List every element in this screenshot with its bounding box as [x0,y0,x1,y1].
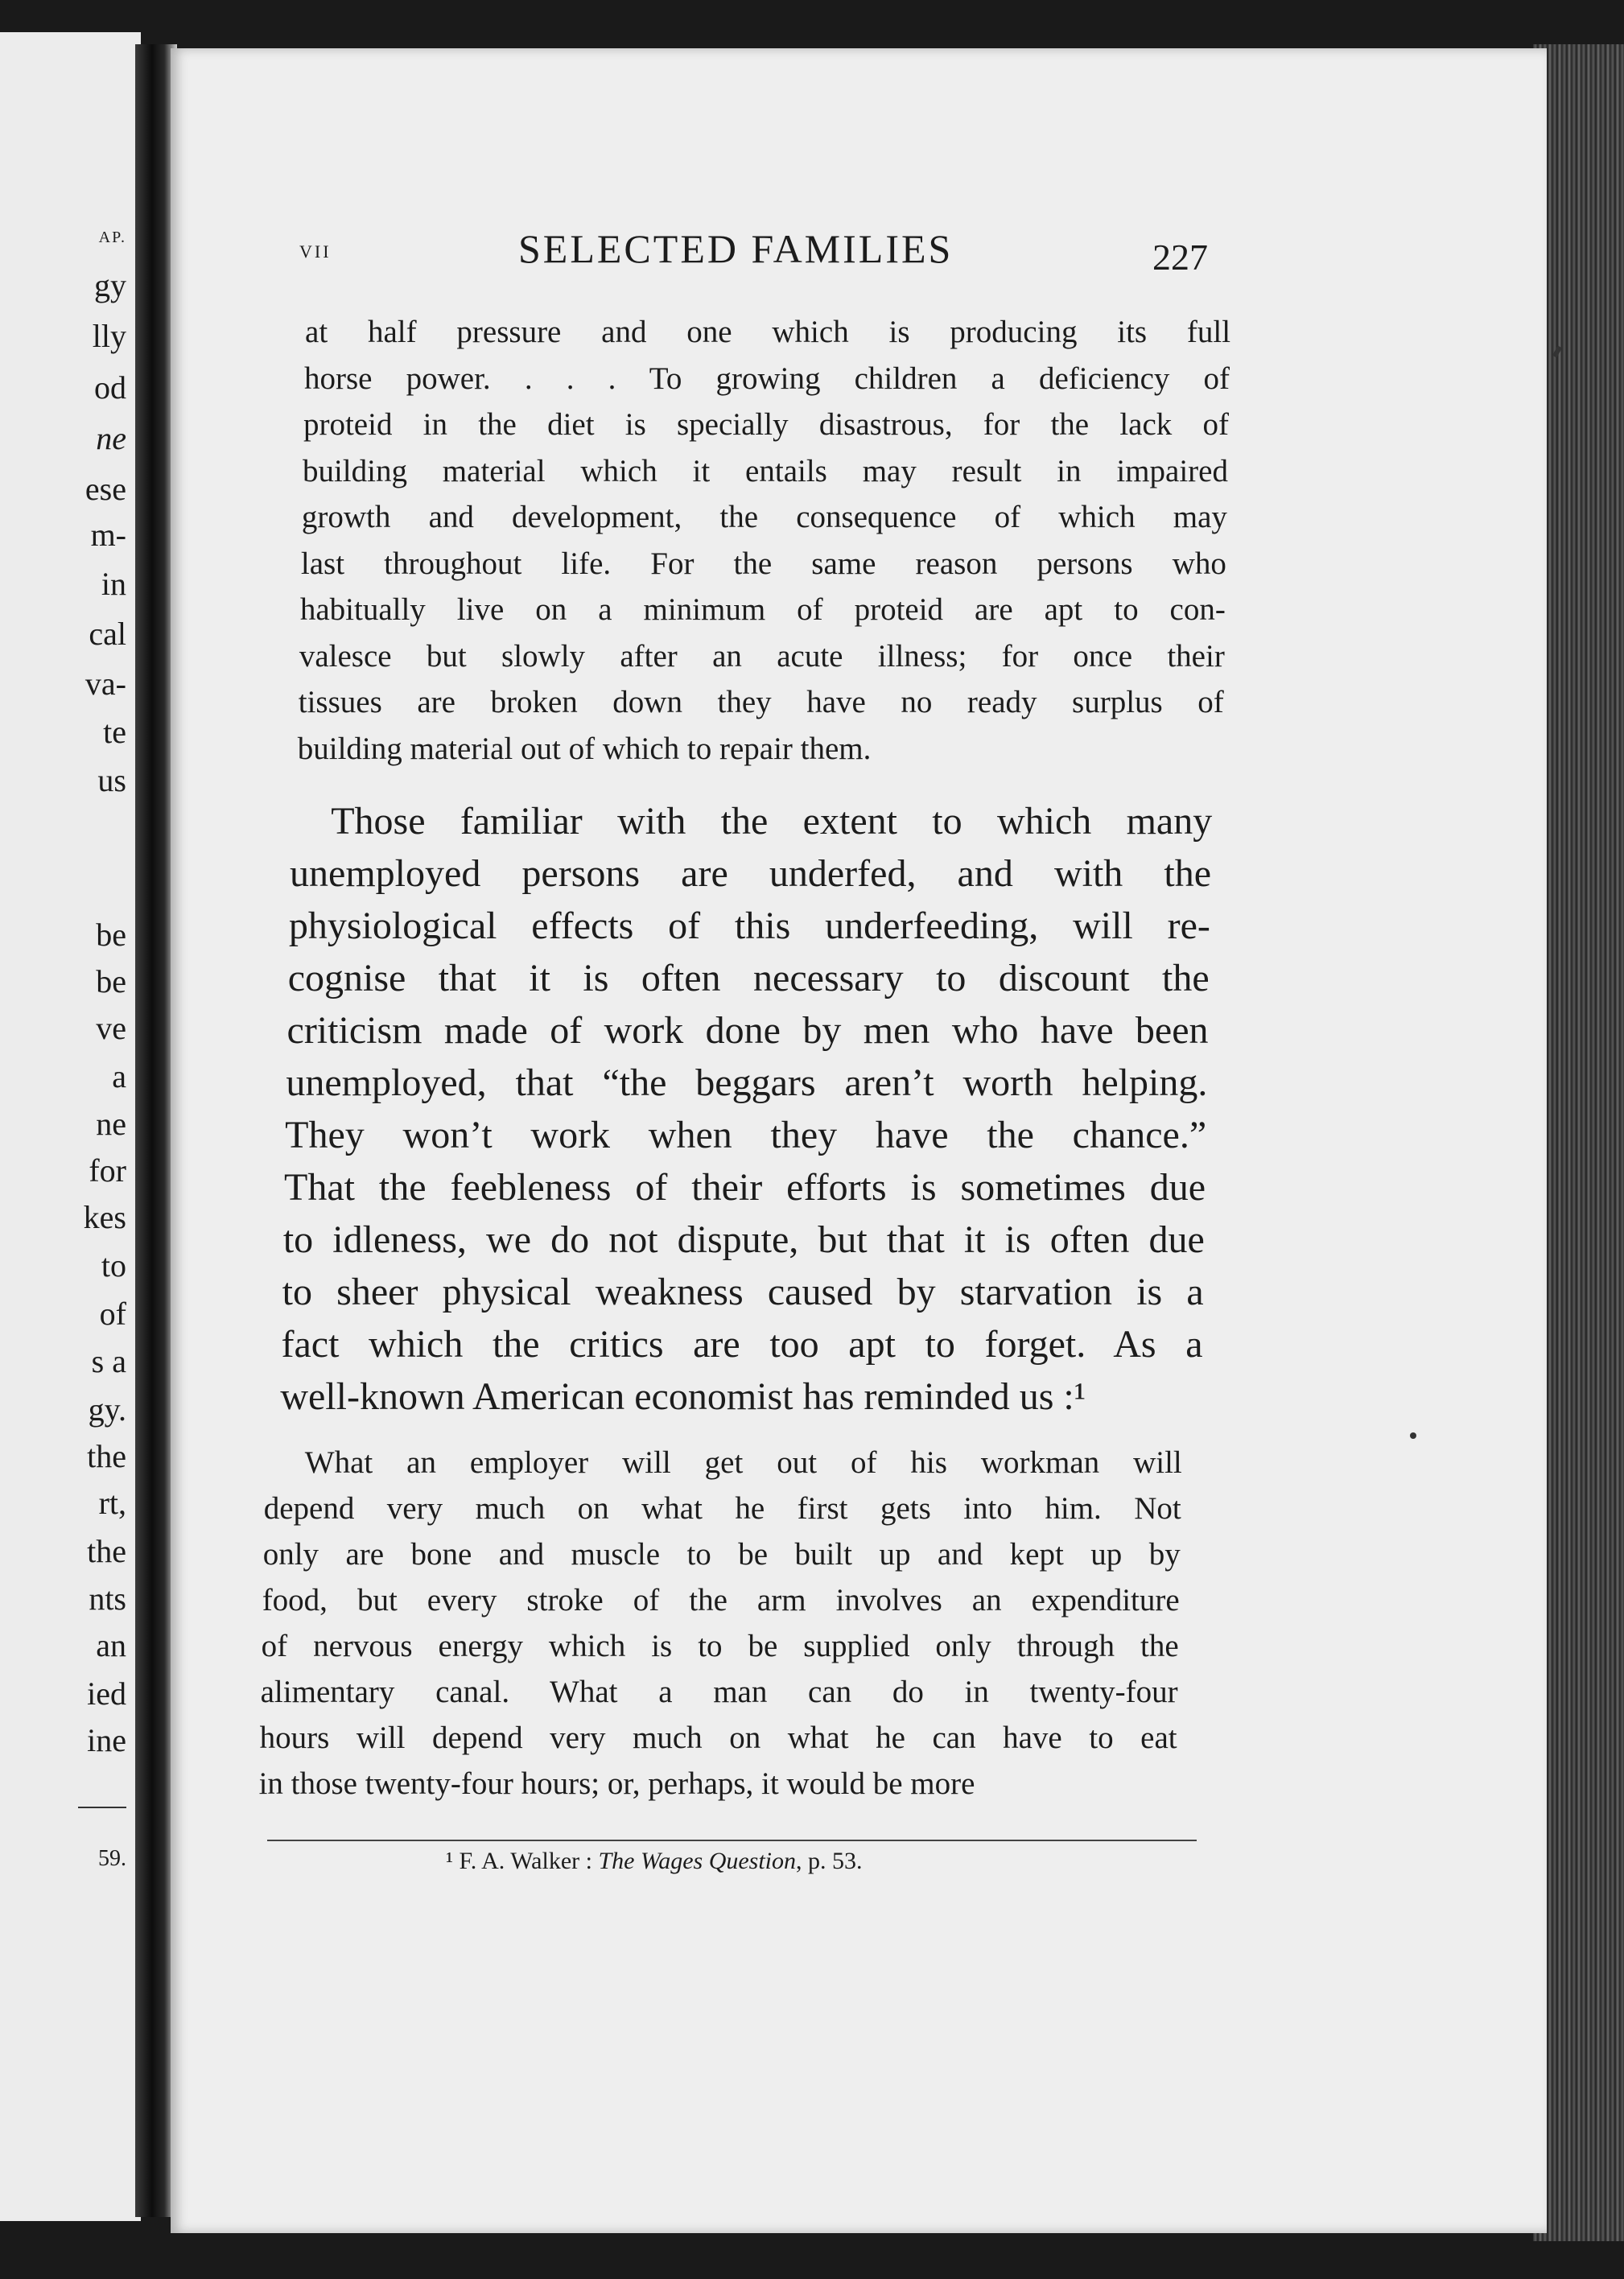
facing-page-fragment: ne [96,420,126,456]
footnote [446,1848,863,1875]
facing-page-fragment: od [94,369,126,406]
facing-page-fragment: an [96,1627,126,1663]
facing-page-fragment: m- [90,517,126,553]
quote2-line: What an employer will get out of his workman will [304,1445,1182,1480]
facing-page-fragment: to [101,1247,126,1284]
paragraph-line: well-known American economist has reminded us :¹ [280,1375,1086,1418]
facing-page-fragment: a [112,1058,126,1094]
quote2-line: food, but every stroke of the arm involves an expenditure [262,1583,1180,1618]
quote2-line: only are bone and muscle to be built up and kept up by [262,1537,1181,1572]
facing-page-fragment: te [103,714,126,750]
quote1-line: building material which it entails may result in impaired [302,453,1228,488]
quote1-line: growth and development, the consequence of which may [301,500,1227,534]
quote1-line: horse power. . . . To growing children a deficiency of [304,361,1230,396]
quote1-line: proteid in the diet is specially disastrous, for the lack of [303,407,1229,442]
paragraph-line: to idleness, we do not dispute, but that it is often due [282,1218,1205,1261]
page-number: 227 [1152,237,1208,278]
paragraph-line: criticism made of work done by men who have been [286,1009,1209,1052]
facing-page-fragment: the [87,1533,126,1569]
facing-page-fragment: rt, [98,1485,126,1521]
quote1-line: at half pressure and one which is producing its full [305,315,1231,349]
facing-page-fragment: va- [84,666,126,702]
chapter-number: VII [299,241,332,262]
paragraph-line: They won’t work when they have the chance.” [285,1114,1207,1156]
paragraph-line: unemployed persons are underfed, and with the [290,852,1212,895]
facing-page-fragment: ese [84,471,126,507]
running-title: SELECTED FAMILIES [518,226,954,271]
facing-page-fragment: ve [96,1010,126,1046]
facing-page-fragment: gy. [88,1391,126,1428]
facing-page-fragment: gy [94,267,126,303]
page-speck [1410,1432,1416,1439]
quote1-line: building material out of which to repair them. [297,731,872,766]
quote2-line: hours will depend very much on what he can have to eat [259,1721,1177,1755]
facing-page-fragment: ne [96,1106,126,1142]
quote1-line: valesce but slowly after an acute illness; for once their [299,638,1225,674]
facing-page-fragment: the [87,1438,126,1474]
facing-page-fragment: in [101,566,126,602]
facing-page-fragment: us [97,762,126,798]
facing-page-fragment: lly [92,318,126,354]
facing-page [0,32,141,2221]
facing-page-fragment: nts [89,1580,126,1617]
facing-page-fragment: cal [89,616,126,652]
quote1-line: last throughout life. For the same reason persons who [300,546,1226,581]
facing-page-chapter-head: AP. [98,229,126,246]
quote2-line: depend very much on what he first gets into him. Not [263,1491,1181,1526]
facing-page-fragment: for [89,1152,126,1189]
facing-page-fragment: be [96,917,126,953]
facing-page-fragment: s a [91,1343,126,1379]
facing-page-fragment: ine [87,1722,126,1758]
footnote-author: F. A. Walker : [459,1848,592,1874]
paragraph-line: fact which the critics are too apt to forget. As a [281,1323,1203,1366]
footnote-rule [267,1840,1197,1841]
paragraph-line: cognise that it is often necessary to discount the [287,957,1210,999]
paragraph-line: Those familiar with the extent to which many [331,800,1213,843]
quote2-line: of nervous energy which is to be supplied only through the [261,1629,1179,1663]
quote1-line: tissues are broken down they have no ready surplus of [298,685,1224,719]
facing-page-footnote-number: 59. [98,1846,126,1871]
footnote-page: , p. 53. [796,1848,863,1874]
footnote-title: The Wages Question [598,1848,797,1874]
facing-page-fragment: be [96,963,126,999]
paragraph-line: to sheer physical weakness caused by starvation is a [282,1271,1204,1313]
quote2-line: in those twenty-four hours; or, perhaps, it would be more [258,1766,975,1801]
facing-page-fragment: ied [87,1675,126,1712]
quote2-line: alimentary canal. What a man can do in twenty-four [260,1675,1178,1709]
facing-page-fragment: of [99,1296,126,1332]
quote1-line: habitually live on a minimum of proteid are apt to con- [299,592,1226,627]
facing-page-footnote-rule [78,1807,126,1808]
facing-page-fragment: kes [83,1199,126,1235]
paragraph-line: unemployed, that “the beggars aren’t worth helping. [286,1061,1208,1104]
book-page [171,48,1547,2233]
footnote-marker: ¹ [446,1848,453,1874]
paragraph-line: physiological effects of this underfeeding, will re- [288,905,1210,947]
paragraph-line: That the feebleness of their efforts is sometimes due [284,1166,1206,1209]
